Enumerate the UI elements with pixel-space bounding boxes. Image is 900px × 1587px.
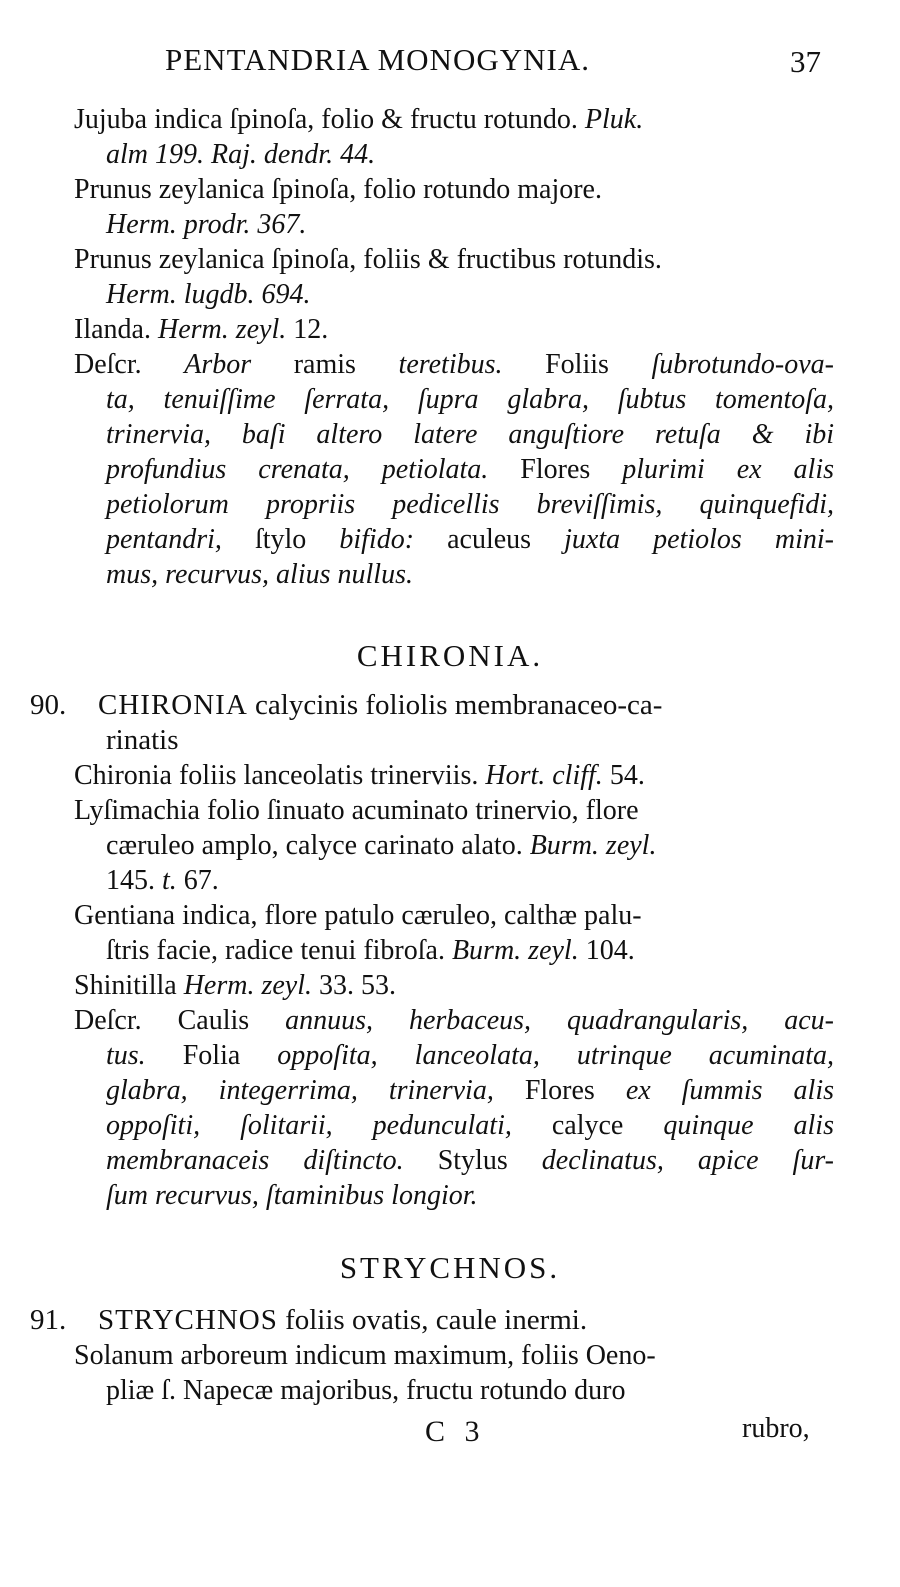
catchword: rubro,: [742, 1413, 810, 1444]
text-line: [74, 417, 834, 452]
roman-text: 145.: [106, 865, 162, 896]
italic-text: Hort. cliff.: [485, 760, 603, 791]
italic-text: ſum recurvus, ſtaminibus longior.: [106, 1180, 478, 1211]
roman-text: Folia: [145, 1040, 278, 1071]
species-strychnos: [30, 1303, 840, 1338]
italic-text: Herm. zeyl.: [157, 314, 287, 345]
roman-text: 12.: [286, 314, 329, 345]
text-line: [74, 828, 834, 863]
text-line: [74, 242, 834, 277]
text-line: [74, 758, 834, 793]
italic-text: Herm. zeyl.: [183, 970, 312, 1001]
italic-text: Arbor: [184, 349, 252, 380]
italic-text: annuus, herbaceus, quadrangularis, acu-: [285, 1005, 834, 1036]
species-name: CHIRONIA: [98, 689, 248, 721]
chironia-synonym-block: [74, 758, 834, 1003]
roman-text: Deſcr.: [74, 349, 185, 380]
text-line: [74, 1338, 834, 1373]
italic-text: bifido:: [339, 524, 415, 555]
running-title: PENTANDRIA MONOGYNIA.: [165, 42, 590, 77]
text-line: [74, 452, 834, 487]
italic-text: membranaceis diſtincto.: [106, 1145, 404, 1176]
roman-text: 54.: [602, 760, 645, 791]
text-line: [74, 172, 834, 207]
species-diagnosis: calycinis foliolis membranaceo-ca-: [247, 689, 663, 721]
species-number: 91.: [30, 1304, 67, 1336]
italic-text: trinervia, baſi altero latere anguſtiore retuſa & ibi: [106, 419, 834, 450]
text-line: [74, 277, 834, 312]
roman-text: Ilanda.: [74, 314, 158, 345]
italic-text: glabra, integerrima, trinervia,: [106, 1075, 494, 1106]
roman-text: Prunus zeylanica ſpinoſa, folio rotundo majore.: [74, 174, 602, 205]
roman-text: Foliis: [502, 349, 652, 380]
text-line: [74, 312, 834, 347]
chironia-description: [74, 1003, 834, 1213]
text-line: [74, 1178, 834, 1213]
roman-text: Deſcr. Caulis: [74, 1005, 286, 1036]
text-line: [74, 487, 834, 522]
species-chironia: [30, 688, 840, 758]
roman-text: 67.: [176, 865, 219, 896]
jujuba-synonym-block: [74, 102, 834, 347]
signature-mark: C 3: [425, 1415, 486, 1448]
italic-text: Herm. prodr. 367.: [106, 209, 307, 240]
italic-text: t.: [162, 865, 177, 896]
text-line: [74, 863, 834, 898]
text-line: [74, 898, 834, 933]
text-line: [74, 933, 834, 968]
genus-heading-strychnos: STRYCHNOS.: [339, 1250, 561, 1285]
strychnos-synonym-block: [74, 1338, 834, 1408]
page-number: 37: [790, 44, 821, 79]
text-line: [74, 382, 834, 417]
jujuba-description: [74, 347, 834, 592]
text-line: [74, 968, 834, 1003]
text-line: [74, 522, 834, 557]
species-name: STRYCHNOS: [98, 1304, 278, 1336]
text-line: [74, 557, 834, 592]
genus-heading-chironia: CHIRONIA.: [356, 638, 544, 673]
species-number: 90.: [30, 689, 67, 721]
text-line: [74, 1073, 834, 1108]
italic-text: ta, tenuiſſime ſerrata, ſupra glabra, ſubtus tomentoſa,: [106, 384, 834, 415]
roman-text: calyce: [511, 1110, 664, 1141]
italic-text: Burm. zeyl.: [529, 830, 657, 861]
italic-text: pentandri,: [106, 524, 222, 555]
roman-text: Prunus zeylanica ſpinoſa, foliis & fructibus rotundis.: [74, 244, 662, 275]
text-line: [74, 137, 834, 172]
italic-text: Herm. lugdb. 694.: [106, 279, 311, 310]
roman-text: pliæ ſ. Napecæ majoribus, fructu rotundo duro: [106, 1375, 626, 1406]
italic-text: ſubrotundo-ova-: [651, 349, 834, 380]
text-line: [74, 207, 834, 242]
roman-text: cæruleo amplo, calyce carinato alato.: [106, 830, 530, 861]
italic-text: Pluk.: [584, 104, 644, 135]
roman-text: Flores: [493, 1075, 626, 1106]
italic-text: declinatus, apice ſur-: [541, 1145, 834, 1176]
text-line: [74, 1373, 834, 1408]
text-line: [74, 347, 834, 382]
roman-text: ramis: [251, 349, 399, 380]
italic-text: oppoſita, lanceolata, utrinque acuminata,: [277, 1040, 834, 1071]
roman-text: 33. 53.: [311, 970, 396, 1001]
italic-text: juxta petiolos mini-: [564, 524, 834, 555]
text-line: [74, 1108, 834, 1143]
roman-text: Gentiana indica, flore patulo cæruleo, calthæ palu-: [74, 900, 642, 931]
italic-text: tus.: [106, 1040, 146, 1071]
roman-text: Jujuba indica ſpinoſa, folio & fructu rotundo.: [74, 104, 585, 135]
italic-text: teretibus.: [398, 349, 503, 380]
species-diagnosis: foliis ovatis, caule inermi.: [277, 1304, 588, 1336]
italic-text: plurimi ex alis: [622, 454, 835, 485]
italic-text: mus, recurvus, alius nullus.: [106, 559, 413, 590]
text-line: [74, 1003, 834, 1038]
roman-text: Shinitilla: [74, 970, 184, 1001]
roman-text: Solanum arboreum indicum maximum, foliis Oeno-: [74, 1340, 656, 1371]
roman-text: aculeus: [414, 524, 565, 555]
roman-text: ſtris facie, radice tenui fibroſa.: [106, 935, 452, 966]
roman-text: Flores: [488, 454, 623, 485]
italic-text: profundius crenata, petiolata.: [106, 454, 489, 485]
text-line: [74, 1038, 834, 1073]
text-line: [74, 102, 834, 137]
text-line: [74, 1143, 834, 1178]
italic-text: Burm. zeyl.: [451, 935, 579, 966]
roman-text: Stylus: [403, 1145, 542, 1176]
italic-text: oppoſiti, ſolitarii, pedunculati,: [106, 1110, 512, 1141]
italic-text: alm 199. Raj. dendr. 44.: [106, 139, 376, 170]
italic-text: ex ſummis alis: [625, 1075, 834, 1106]
italic-text: petiolorum propriis pedicellis breviſſimis, quinquefidi,: [106, 489, 834, 520]
roman-text: Lyſimachia folio ſinuato acuminato trinervio, flore: [74, 795, 639, 826]
roman-text: 104.: [578, 935, 635, 966]
roman-text: ſtylo: [221, 524, 340, 555]
text-line: [74, 793, 834, 828]
italic-text: quinque alis: [663, 1110, 834, 1141]
roman-text: Chironia foliis lanceolatis trinerviis.: [74, 760, 486, 791]
species-diagnosis-continued: rinatis: [106, 724, 179, 756]
